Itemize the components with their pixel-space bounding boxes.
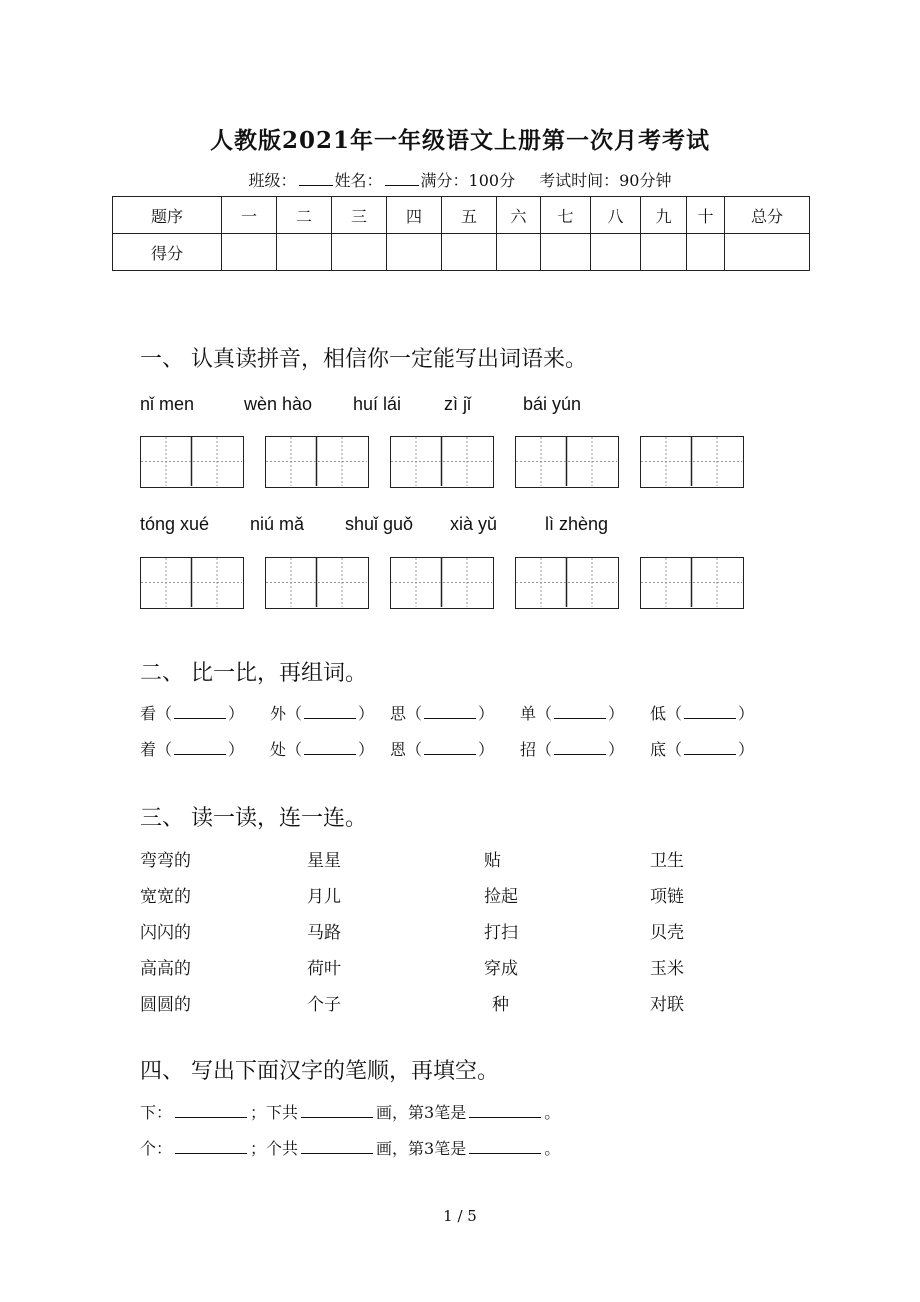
- answer-blank[interactable]: [175, 1141, 247, 1154]
- paren-close: ）: [738, 740, 755, 759]
- paren-close: ）: [478, 704, 495, 723]
- score-value-row: [113, 234, 810, 271]
- score-header-cell: 八: [591, 197, 641, 234]
- paren-open: （: [156, 740, 173, 759]
- score-cell[interactable]: [541, 234, 591, 271]
- match-item[interactable]: 贴: [484, 851, 501, 871]
- match-item[interactable]: 圆圆的: [140, 995, 191, 1015]
- score-cell[interactable]: [725, 234, 810, 271]
- class-label: 班级：: [248, 171, 297, 190]
- compare-char: 看: [140, 704, 157, 723]
- writing-grid[interactable]: [140, 436, 244, 488]
- writing-grid[interactable]: [640, 557, 744, 609]
- writing-grid[interactable]: [390, 557, 494, 609]
- compare-char: 着: [140, 740, 157, 759]
- pinyin: nǐ men: [140, 394, 195, 414]
- word-blank[interactable]: [174, 706, 226, 719]
- match-item[interactable]: 星星: [307, 851, 341, 871]
- compare-word: [650, 737, 754, 760]
- writing-grid[interactable]: [640, 436, 744, 488]
- writing-grid[interactable]: [515, 436, 619, 488]
- section3-title: 三、 读一读，连一连。: [140, 806, 367, 831]
- stroke-line-text: 下：: [140, 1103, 173, 1122]
- match-item[interactable]: 打扫: [484, 923, 518, 943]
- match-item[interactable]: 卫生: [650, 851, 684, 871]
- stroke-order-line-2: [140, 1136, 560, 1159]
- score-header-row: [113, 197, 810, 234]
- score-header-cell: 十: [687, 197, 725, 234]
- writing-grid[interactable]: [390, 436, 494, 488]
- pinyin: shuǐ guǒ: [345, 514, 414, 534]
- compare-word: [140, 701, 244, 724]
- answer-blank[interactable]: [469, 1141, 541, 1154]
- match-item[interactable]: 项链: [650, 887, 684, 907]
- score-cell[interactable]: [497, 234, 541, 271]
- score-cell[interactable]: [591, 234, 641, 271]
- writing-grid[interactable]: [265, 436, 369, 488]
- score-row-label: 得分: [113, 234, 222, 271]
- class-blank[interactable]: [299, 173, 333, 186]
- pinyin: bái yún: [523, 394, 582, 414]
- stroke-line-text: 个：: [140, 1139, 173, 1158]
- match-item[interactable]: 对联: [650, 995, 684, 1015]
- exam-time: 考试时间：90分钟: [539, 171, 672, 190]
- compare-word: [520, 701, 624, 724]
- compare-word: [270, 701, 374, 724]
- score-cell[interactable]: [442, 234, 497, 271]
- page-number: 1 / 5: [443, 1207, 477, 1225]
- word-blank[interactable]: [684, 706, 736, 719]
- paren-open: （: [406, 740, 423, 759]
- pinyin: niú mǎ: [250, 514, 305, 534]
- stroke-line-text: 画，第3笔是: [376, 1139, 467, 1158]
- stroke-line-text: ；个共: [250, 1139, 299, 1158]
- paren-close: ）: [228, 704, 245, 723]
- compare-char: 处: [270, 740, 287, 759]
- match-item[interactable]: 个子: [307, 995, 341, 1015]
- paren-close: ）: [608, 704, 625, 723]
- match-item[interactable]: 种: [492, 995, 509, 1015]
- paren-open: （: [536, 740, 553, 759]
- score-header-cell: 四: [387, 197, 442, 234]
- score-cell[interactable]: [387, 234, 442, 271]
- match-item[interactable]: 穿成: [484, 959, 518, 979]
- compare-char: 底: [650, 740, 667, 759]
- score-header-cell: 二: [277, 197, 332, 234]
- paren-close: ）: [228, 740, 245, 759]
- paren-open: （: [286, 740, 303, 759]
- match-item[interactable]: 捡起: [484, 887, 518, 907]
- word-blank[interactable]: [684, 742, 736, 755]
- word-blank[interactable]: [554, 742, 606, 755]
- stroke-line-text: 。: [544, 1139, 561, 1158]
- pinyin: xià yǔ: [450, 514, 498, 534]
- compare-word: [390, 737, 494, 760]
- score-header-cell: 六: [497, 197, 541, 234]
- compare-char: 招: [520, 740, 537, 759]
- word-blank[interactable]: [424, 742, 476, 755]
- match-item[interactable]: 闪闪的: [140, 923, 191, 943]
- score-cell[interactable]: [222, 234, 277, 271]
- compare-word: [650, 701, 754, 724]
- compare-word: [140, 737, 244, 760]
- stroke-line-text: ；下共: [250, 1103, 299, 1122]
- score-header-cell: 五: [442, 197, 497, 234]
- match-item[interactable]: 马路: [307, 923, 341, 943]
- compare-char: 外: [270, 704, 287, 723]
- stroke-line-text: 。: [544, 1103, 561, 1122]
- answer-blank[interactable]: [301, 1105, 373, 1118]
- section4-title: 四、 写出下面汉字的笔顺，再填空。: [140, 1059, 499, 1084]
- stroke-line-text: 画，第3笔是: [376, 1103, 467, 1122]
- match-item[interactable]: 高高的: [140, 959, 191, 979]
- paren-close: ）: [478, 740, 495, 759]
- score-header-cell: 一: [222, 197, 277, 234]
- pinyin: lì zhèng: [545, 514, 609, 534]
- paren-close: ）: [358, 704, 375, 723]
- pinyin: wèn hào: [244, 394, 313, 414]
- compare-char: 低: [650, 704, 667, 723]
- exam-info: [0, 168, 920, 191]
- answer-blank[interactable]: [301, 1141, 373, 1154]
- writing-grid[interactable]: [140, 557, 244, 609]
- name-label: 姓名：: [334, 171, 383, 190]
- compare-word: [520, 737, 624, 760]
- paren-close: ）: [358, 740, 375, 759]
- paren-open: （: [406, 704, 423, 723]
- writing-grid[interactable]: [265, 557, 369, 609]
- pinyin: zì jǐ: [444, 394, 471, 414]
- match-item[interactable]: 荷叶: [307, 959, 341, 979]
- score-header-cell: 九: [641, 197, 687, 234]
- word-blank[interactable]: [174, 742, 226, 755]
- paren-close: ）: [608, 740, 625, 759]
- match-item[interactable]: 宽宽的: [140, 887, 191, 907]
- word-blank[interactable]: [424, 706, 476, 719]
- paren-open: （: [156, 704, 173, 723]
- score-header-cell: 总分: [725, 197, 810, 234]
- compare-word: [270, 737, 374, 760]
- word-blank[interactable]: [554, 706, 606, 719]
- match-item[interactable]: 贝壳: [650, 923, 684, 943]
- score-cell[interactable]: [641, 234, 687, 271]
- paren-open: （: [286, 704, 303, 723]
- word-blank[interactable]: [304, 742, 356, 755]
- section1-title: 一、 认真读拼音，相信你一定能写出词语来。: [140, 347, 587, 372]
- full-score: 满分：100分: [420, 171, 516, 190]
- writing-grid[interactable]: [515, 557, 619, 609]
- score-table: [112, 196, 810, 271]
- section2-title: 二、 比一比，再组词。: [140, 661, 367, 686]
- score-header-cell: 三: [332, 197, 387, 234]
- match-item[interactable]: 月儿: [307, 887, 341, 907]
- name-blank[interactable]: [385, 173, 419, 186]
- score-cell[interactable]: [277, 234, 332, 271]
- compare-char: 思: [390, 704, 407, 723]
- paren-open: （: [536, 704, 553, 723]
- score-header-cell: 七: [541, 197, 591, 234]
- compare-word: [390, 701, 494, 724]
- score-cell[interactable]: [687, 234, 725, 271]
- stroke-order-line-1: [140, 1100, 560, 1123]
- compare-char: 单: [520, 704, 537, 723]
- compare-char: 恩: [390, 740, 407, 759]
- score-cell[interactable]: [332, 234, 387, 271]
- pinyin: tóng xué: [140, 514, 210, 534]
- pinyin: huí lái: [353, 394, 402, 414]
- paren-open: （: [666, 704, 683, 723]
- word-blank[interactable]: [304, 706, 356, 719]
- answer-blank[interactable]: [469, 1105, 541, 1118]
- paren-close: ）: [738, 704, 755, 723]
- match-item[interactable]: 弯弯的: [140, 851, 191, 871]
- page-title: 人教版2021年一年级语文上册第一次月考考试: [209, 127, 710, 154]
- paren-open: （: [666, 740, 683, 759]
- answer-blank[interactable]: [175, 1105, 247, 1118]
- score-header-cell: 题序: [113, 197, 222, 234]
- match-item[interactable]: 玉米: [650, 959, 684, 979]
